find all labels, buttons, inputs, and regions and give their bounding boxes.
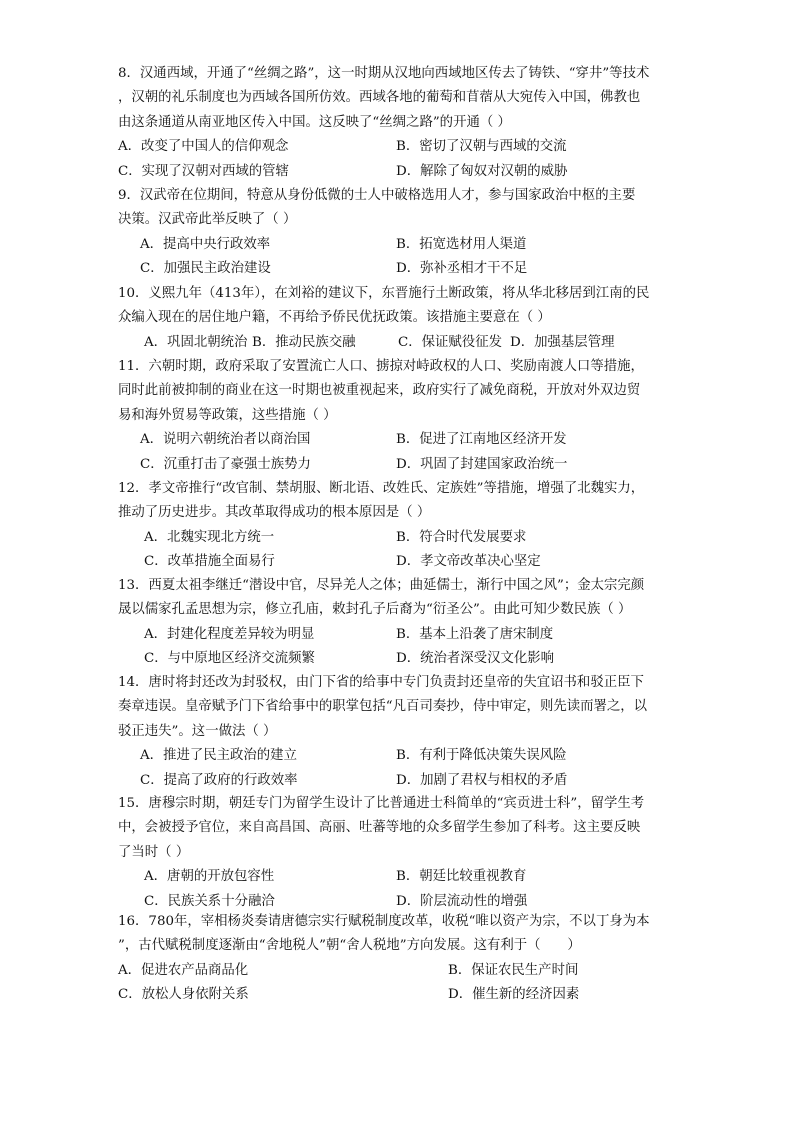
question-9-option-b[interactable]: B．拓宽选材用人渠道 [396,236,527,252]
question-12-options-row-1 [118,526,683,550]
question-9-options-row-2 [118,257,683,281]
question-9-option-c[interactable]: C．加强民主政治建设 [140,261,271,277]
question-10-option-b[interactable]: B．推动民族交融 [252,334,356,350]
question-15 [118,792,683,914]
question-12 [118,477,683,575]
question-10-stem-line-2: 众编入现在的居住地户籍，不再给予侨民优抚政策。该措施主要意在（ ） [118,310,551,326]
question-8-option-a[interactable]: A．改变了中国人的信仰观念 [118,139,289,155]
question-11 [118,355,683,477]
question-10-options-row-1 [118,331,683,355]
question-8-option-c[interactable]: C．实现了汉朝对西域的管辖 [118,163,289,179]
question-11-option-d[interactable]: D．巩固了封建国家政治统一 [396,456,568,472]
question-9-options-row-1 [118,233,683,257]
question-15-stem-line-1: 15．唐穆宗时期，朝廷专门为留学生设计了比普通进士科简单的“宾贡进士科”，留学生考 [118,796,645,811]
question-10 [118,282,683,355]
question-12-options-row-2 [118,550,683,574]
question-12-option-b[interactable]: B．符合时代发展要求 [396,529,527,545]
question-16-option-d[interactable]: D．催生新的经济因素 [448,987,580,1003]
question-9-option-d[interactable]: D．弥补丞相才干不足 [396,261,528,277]
question-16-option-a[interactable]: A．促进农产品商品化 [118,962,249,978]
question-13-option-c[interactable]: C．与中原地区经济交流频繁 [144,651,315,667]
question-15-option-a[interactable]: A．唐朝的开放包容性 [144,869,275,885]
question-12-option-d[interactable]: D．孝文帝改革决心坚定 [396,554,541,570]
question-14-stem-line-3: 驳正违失”。这一做法（ ） [118,723,277,739]
question-12-stem-line-2: 推动了历史进步。其改革取得成功的根本原因是（ ） [118,505,431,521]
question-13 [118,574,683,672]
question-12-stem-line-1: 12．孝文帝推行“改官制、禁胡服、断北语、改姓氏、定族姓”等措施，增强了北魏实力， [118,481,645,496]
question-15-option-d[interactable]: D．阶层流动性的增强 [396,893,528,909]
question-15-options-row-1 [118,865,683,889]
question-8 [118,62,683,184]
question-8-option-d[interactable]: D．解除了匈奴对汉朝的威胁 [396,163,568,179]
question-14-option-d[interactable]: D．加剧了君权与相权的矛盾 [396,772,568,788]
question-13-option-a[interactable]: A．封建化程度差异较为明显 [144,626,315,642]
question-13-stem-line-1: 13．西夏太祖李继迁“潜设中官，尽异羌人之体；曲延儒士，渐行中国之风”；金太宗完颜 [118,578,645,593]
question-14-options-row-1 [118,744,683,768]
question-10-option-c[interactable]: C．保证赋役征发 [398,334,502,350]
question-16-options-row-1 [118,959,683,983]
question-15-stem-line-3: 了当时（ ） [118,844,190,860]
question-11-options-row-2 [118,453,683,477]
question-9-stem-line-2: 决策。汉武帝此举反映了（ ） [118,212,297,228]
question-10-option-d[interactable]: D．加强基层管理 [510,334,615,350]
question-13-stem-line-2: 晟以儒家孔孟思想为宗，修立孔庙，敕封孔子后裔为“衍圣公”。由此可知少数民族（ ） [118,602,632,618]
question-8-stem-line-2: ，汉朝的礼乐制度也为西域各国所仿效。西域各地的葡萄和苜蓿从大宛传入中国，佛教也 [118,90,641,106]
question-8-stem-line-3: 由这条通道从南亚地区传入中国。这反映了“丝绸之路”的开通（ ） [118,114,511,130]
question-8-options-row-1 [118,135,683,159]
question-11-stem-line-2: 同时此前被抑制的商业在这一时期也被重视起来，政府实行了减免商税，开放对外双边贸 [118,383,641,399]
question-8-option-b[interactable]: B．密切了汉朝与西域的交流 [396,139,567,155]
question-11-option-c[interactable]: C．沉重打击了豪强士族势力 [140,456,311,472]
question-12-option-a[interactable]: A．北魏实现北方统一 [144,529,275,545]
question-11-option-b[interactable]: B．促进了江南地区经济开发 [396,432,567,448]
question-13-options-row-1 [118,623,683,647]
question-15-option-c[interactable]: C．民族关系十分融洽 [144,893,275,909]
question-13-option-d[interactable]: D．统治者深受汉文化影响 [396,651,555,667]
question-14 [118,671,683,793]
question-9 [118,184,683,282]
question-14-options-row-2 [118,769,683,793]
question-10-stem-line-1: 10．义熙九年（413年），在刘裕的建议下，东晋施行土断政策，将从华北移居到江南的民 [118,286,650,301]
question-15-option-b[interactable]: B．朝廷比较重视教育 [396,869,527,885]
question-11-stem-line-1: 11．六朝时期，政府采取了安置流亡人口、掳掠对峙政权的人口、奖励南渡人口等措施， [118,359,644,374]
question-15-stem-line-2: 中，会被授予官位，来自高昌国、高丽、吐蕃等地的众多留学生参加了科考。这主要反映 [118,820,641,836]
question-16-options-row-2 [118,983,683,1007]
question-8-stem-line-1: 8．汉通西域，开通了“丝绸之路”，这一时期从汉地向西域地区传去了铸铁、“穿井”等技术 [118,66,650,81]
question-16-option-c[interactable]: C．放松人身依附关系 [118,987,249,1003]
question-13-options-row-2 [118,647,683,671]
question-11-options-row-1 [118,428,683,452]
question-11-option-a[interactable]: A．说明六朝统治者以商治国 [140,432,311,448]
question-10-option-a[interactable]: A．巩固北朝统治 [144,334,248,350]
question-8-options-row-2 [118,160,683,184]
question-14-option-c[interactable]: C．提高了政府的行政效率 [140,772,298,788]
question-14-stem-line-2: 奏章违误。皇帝赋予门下省给事中的职掌包括“凡百司奏抄，侍中审定，则先读而署之，以 [118,699,648,715]
question-14-option-a[interactable]: A．推进了民主政治的建立 [140,748,297,764]
question-13-option-b[interactable]: B．基本上沿袭了唐宋制度 [396,626,554,642]
question-14-stem-line-1: 14．唐时将封还改为封驳权，由门下省的给事中专门负责封还皇帝的失宜诏书和驳正臣下 [118,675,644,690]
question-16 [118,910,683,1008]
question-12-option-c[interactable]: C．改革措施全面易行 [144,554,275,570]
question-16-option-b[interactable]: B．保证农民生产时间 [448,962,579,978]
question-9-stem-line-1: 9．汉武帝在位期间，特意从身份低微的士人中破格选用人才，参与国家政治中枢的主要 [118,188,636,203]
question-16-stem-line-2: ”，古代赋税制度逐渐由“舍地税人”朝“舍人税地”方向发展。这有利于（ ） [118,938,581,954]
question-11-stem-line-3: 易和海外贸易等政策，这些措施（ ） [118,407,337,423]
question-14-option-b[interactable]: B．有利于降低决策失误风险 [396,748,567,764]
question-16-stem-line-1: 16．780年，宰相杨炎奏请唐德宗实行赋税制度改革，收税“唯以资产为宗，不以丁身为本 [118,914,650,929]
question-9-option-a[interactable]: A．提高中央行政效率 [140,236,271,252]
